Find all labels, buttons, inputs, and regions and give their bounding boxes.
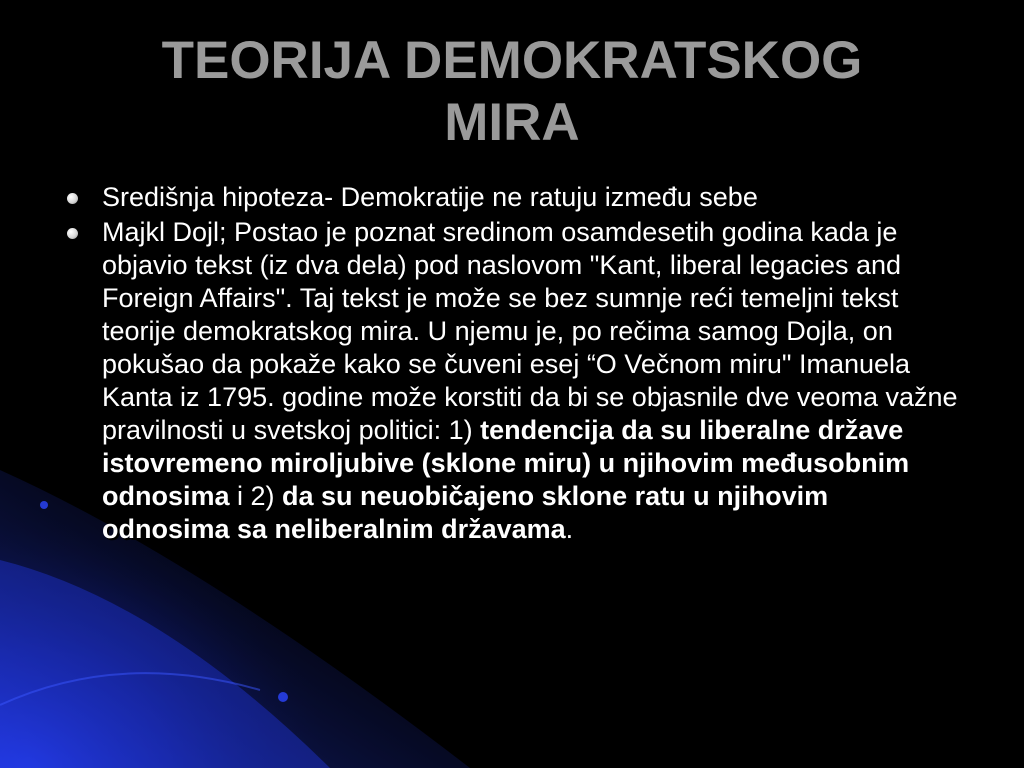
bullet-list [60, 181, 960, 548]
bullet-item [60, 216, 960, 546]
bullet-text-bold-2: da su neuobičajeno sklone ratu u njihovim odnosima sa neliberalnim državama [102, 481, 829, 544]
bullet-text-bold-1: tendencija da su liberalne države istovremeno miroljubive (sklone miru) u njihovim međusobnim odnosima [102, 415, 910, 511]
title-line-1: TEORIJA DEMOKRATSKOG [161, 31, 863, 90]
bullet-dot-icon [67, 228, 78, 239]
bullet-item [60, 181, 960, 214]
title-line-2: MIRA [444, 93, 580, 152]
bullet-text-mid: i 2) [229, 481, 283, 511]
bullet-text-intro: Majkl Dojl; Postao je poznat sredinom osamdesetih godina kada je objavio tekst (iz dva dela) pod naslovom "Kant, liberal legacies and Foreign Affairs". Taj tekst je može se bez sumnje reći temeljni tekst teorije demokratskog mira. U njemu je, po rečima samog Dojla, on pokušao da pokaže kako se čuveni esej “O Večnom miru" Imanuela Kanta iz 1795. godine može korstiti da bi se objasnile dve veoma važne pravilnosti u svetskoj politici: 1) [102, 217, 958, 445]
slide-title [0, 30, 1024, 154]
bullet-dot-icon [67, 193, 78, 204]
bullet-text-end: . [565, 514, 574, 544]
bullet-text: Središnja hipoteza- Demokratije ne ratuju između sebe [102, 182, 758, 212]
